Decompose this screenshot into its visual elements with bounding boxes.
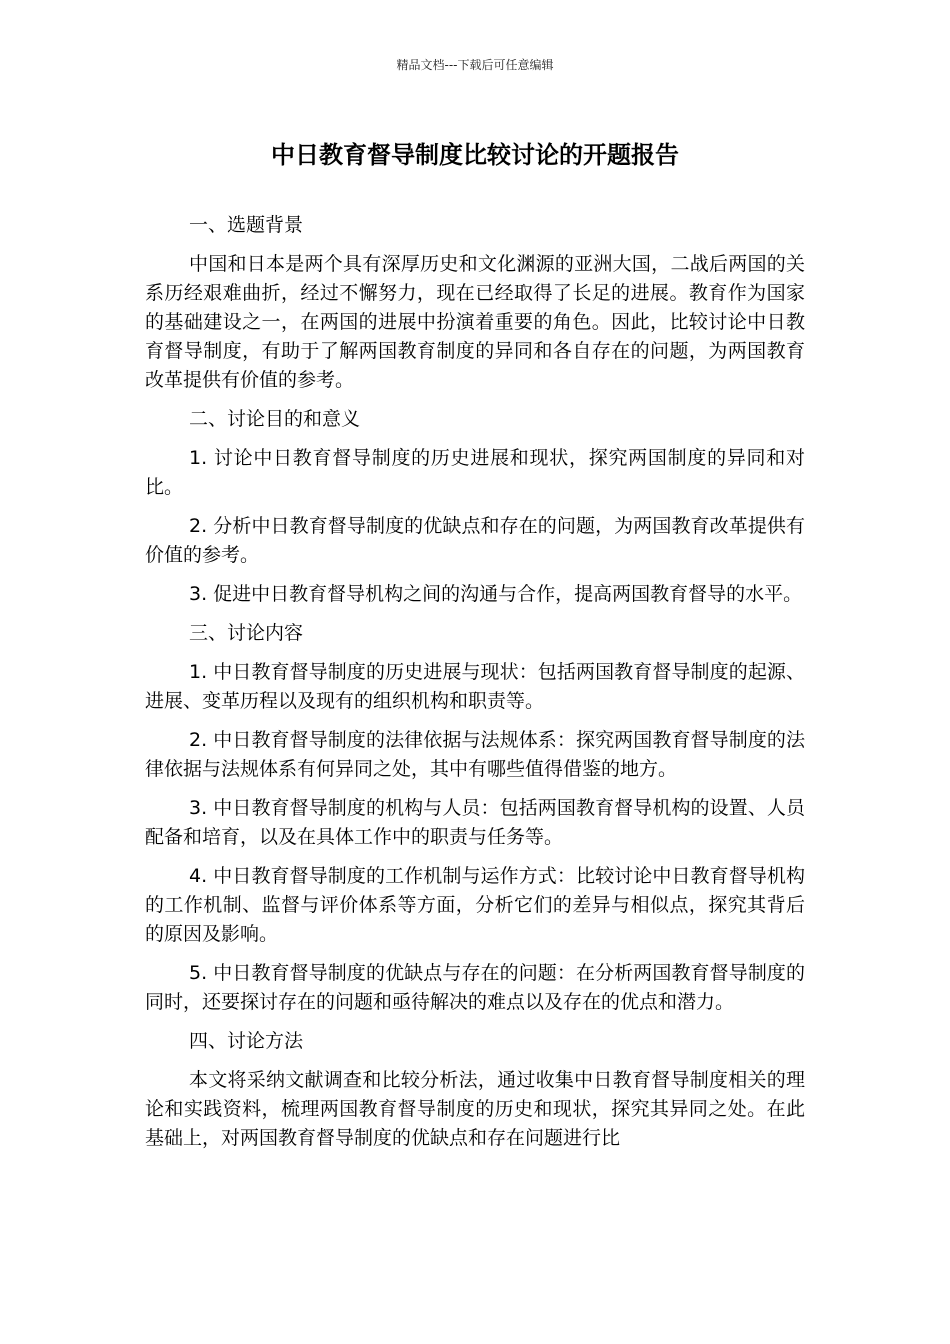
purpose-item-2: 2. 分析中日教育督导制度的优缺点和存在的问题，为两国教育改革提供有价值的参考。 <box>145 515 805 566</box>
purpose-item-3: 3. 促进中日教育督导机构之间的沟通与合作，提高两国教育督导的水平。 <box>189 583 803 605</box>
section-heading-background: 一、选题背景 <box>189 214 304 236</box>
paragraph-background: 中国和日本是两个具有深厚历史和文化渊源的亚洲大国，二战后两国的关系历经艰难曲折，经过不懈努力，现在已经取得了长足的进展。教育作为国家的基础建设之一，在两国的进展中扮演着重要的角色。因此，比较讨论中日教育督导制度，有助于了解两国教育制度的异同和各自存在的问题，为两国教育改革提供有价值的参考。 <box>145 253 805 391</box>
section-heading-method: 四、讨论方法 <box>189 1030 304 1052</box>
content-item-3: 3. 中日教育督导制度的机构与人员：包括两国教育督导机构的设置、人员配备和培育，以及在具体工作中的职责与任务等。 <box>145 797 805 848</box>
document-body <box>145 211 805 1163</box>
section-heading-purpose: 二、讨论目的和意义 <box>189 408 361 430</box>
purpose-item-1: 1. 讨论中日教育督导制度的历史进展和现状，探究两国制度的异同和对比。 <box>145 447 805 498</box>
section-heading-content: 三、讨论内容 <box>189 622 304 644</box>
content-item-4: 4. 中日教育督导制度的工作机制与运作方式：比较讨论中日教育督导机构的工作机制、监督与评价体系等方面，分析它们的差异与相似点，探究其背后的原因及影响。 <box>145 865 805 945</box>
content-item-1: 1. 中日教育督导制度的历史进展与现状：包括两国教育督导制度的起源、进展、变革历程以及现有的组织机构和职责等。 <box>145 661 805 712</box>
paragraph-method: 本文将采纳文献调查和比较分析法，通过收集中日教育督导制度相关的理论和实践资料，梳理两国教育督导制度的历史和现状，探究其异同之处。在此基础上，对两国教育督导制度的优缺点和存在问题进行比 <box>145 1069 805 1149</box>
page-title: 中日教育督导制度比较讨论的开题报告 <box>271 141 679 169</box>
content-item-2: 2. 中日教育督导制度的法律依据与法规体系：探究两国教育督导制度的法律依据与法规体系有何异同之处，其中有哪些值得借鉴的地方。 <box>145 729 805 780</box>
header-note: 精品文档---下载后可任意编辑 <box>396 58 554 72</box>
content-item-5: 5. 中日教育督导制度的优缺点与存在的问题：在分析两国教育督导制度的同时，还要探讨存在的问题和亟待解决的难点以及存在的优点和潜力。 <box>145 962 805 1013</box>
